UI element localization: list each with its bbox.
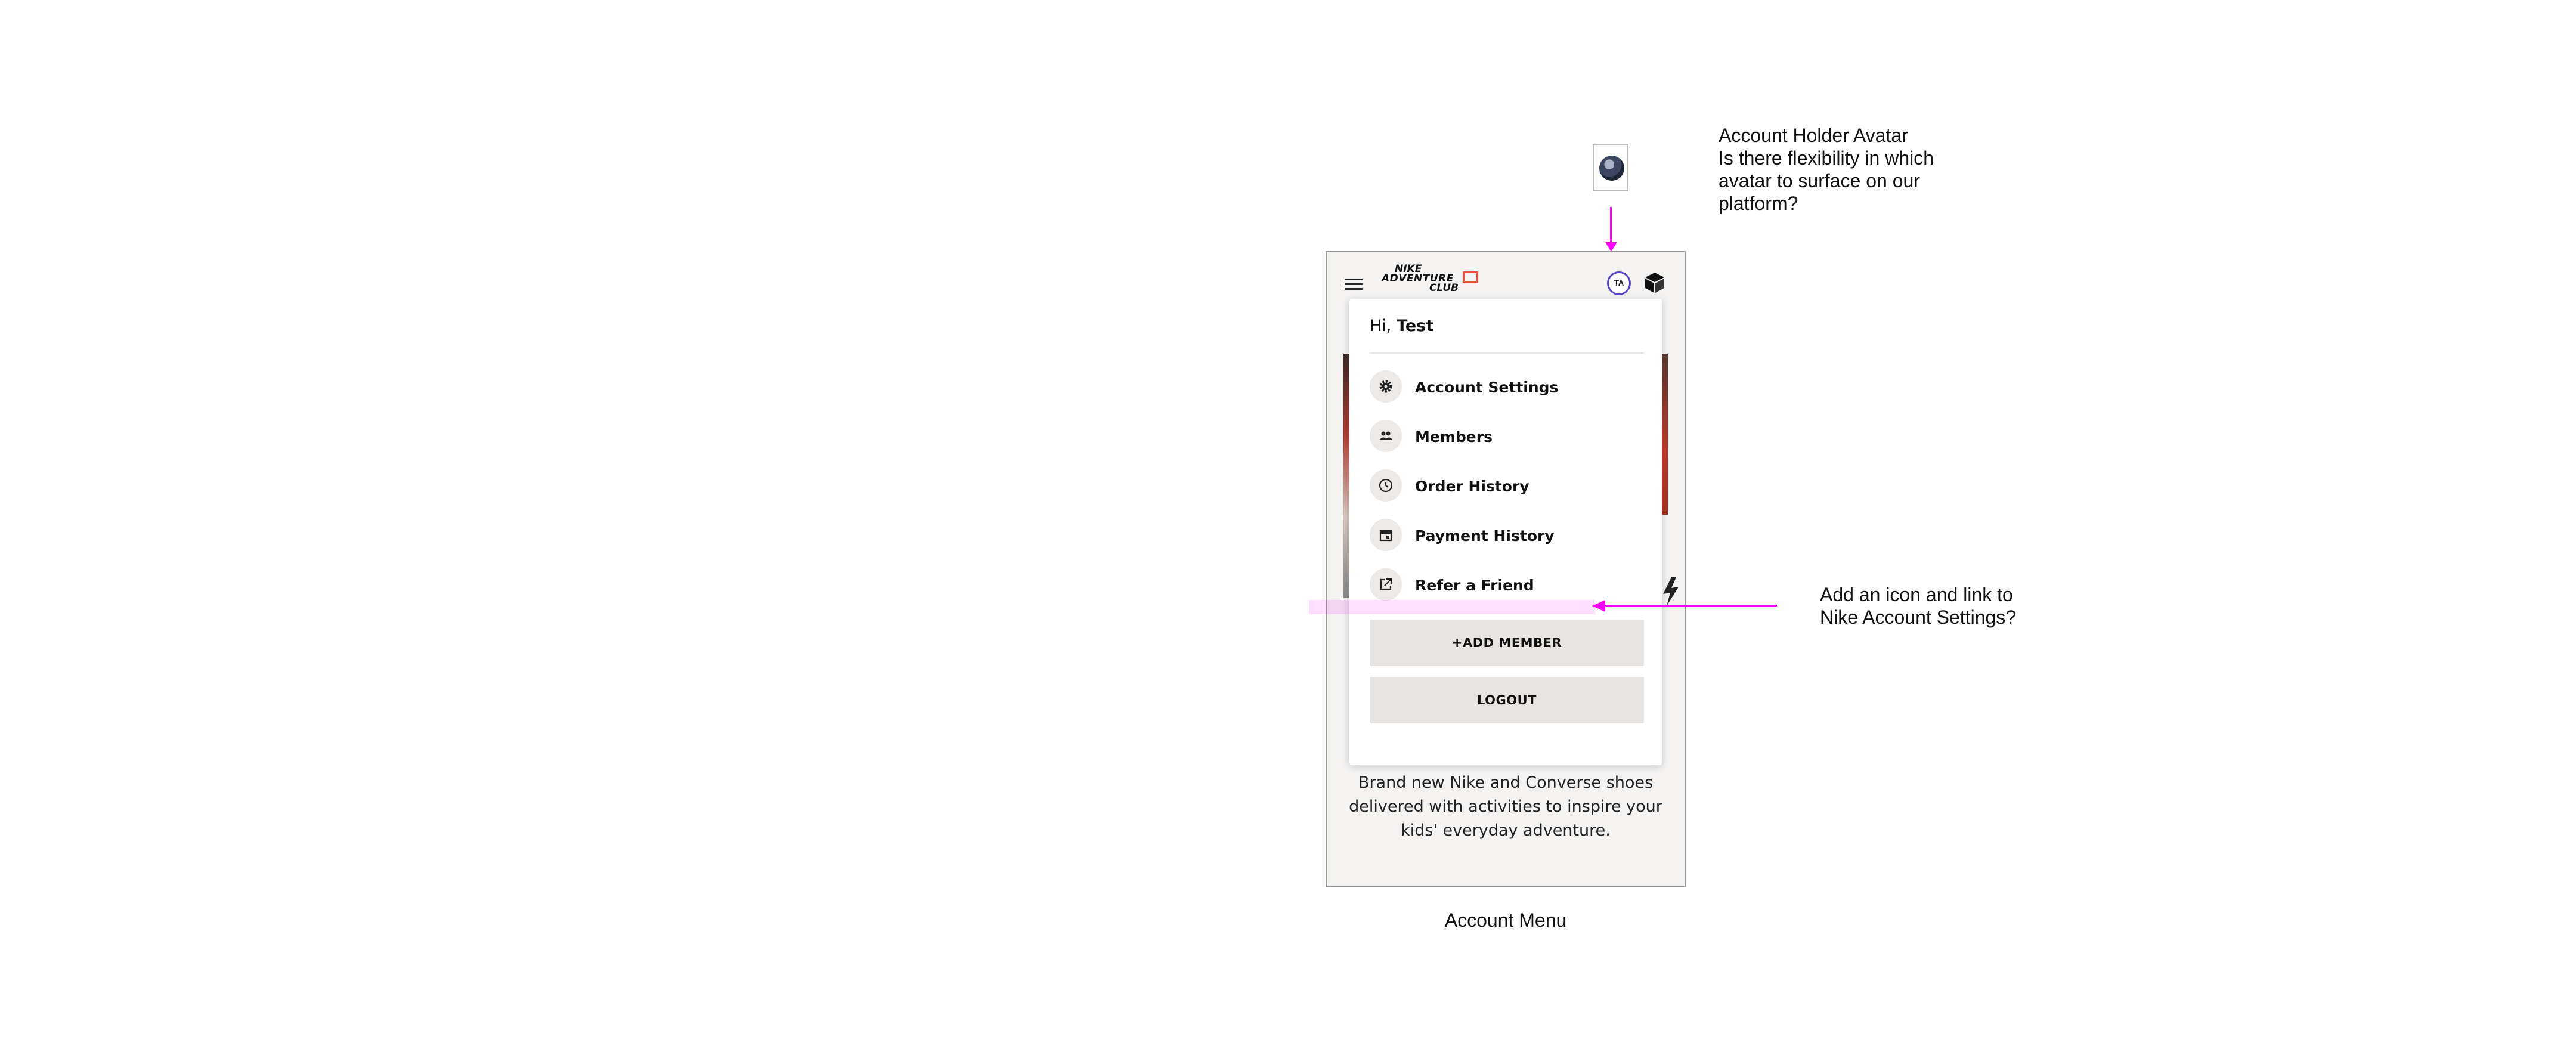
flag-icon xyxy=(1463,271,1478,283)
account-holder-avatar xyxy=(1599,156,1624,181)
menu-item-label: Account Settings xyxy=(1415,379,1559,396)
hamburger-icon[interactable] xyxy=(1345,279,1363,290)
highlight-band xyxy=(1309,600,1595,614)
logo-line: CLUB xyxy=(1429,282,1459,294)
menu-item-account-settings[interactable] xyxy=(1370,370,1644,403)
divider xyxy=(1370,352,1644,354)
menu-item-payment-history[interactable] xyxy=(1370,519,1644,551)
clock-icon xyxy=(1370,469,1402,502)
menu-item-label: Order History xyxy=(1415,478,1530,495)
nike-adventure-club-logo[interactable] xyxy=(1382,264,1483,298)
lightning-icon xyxy=(1661,577,1681,606)
phone-frame xyxy=(1326,251,1686,887)
greeting xyxy=(1370,317,1433,335)
menu-item-label: Payment History xyxy=(1415,527,1555,544)
menu-item-label: Refer a Friend xyxy=(1415,577,1534,594)
caption: Account Menu xyxy=(1444,909,1567,931)
people-icon xyxy=(1370,420,1402,452)
menu-item-refer-a-friend[interactable] xyxy=(1370,568,1644,601)
logout-button[interactable]: LOGOUT xyxy=(1370,677,1644,723)
avatar-sample xyxy=(1593,144,1628,191)
hero-image-edge xyxy=(1343,354,1349,598)
avatar-arrow-line xyxy=(1610,207,1612,247)
site-header xyxy=(1327,252,1685,300)
external-link-icon xyxy=(1370,568,1402,601)
hero-image-edge xyxy=(1662,354,1668,515)
logo-line: NIKE xyxy=(1395,263,1422,275)
menu-item-order-history[interactable] xyxy=(1370,469,1644,502)
avatar-initials-badge[interactable]: TA xyxy=(1607,271,1631,295)
settings-annotation xyxy=(1820,583,2070,629)
avatar-annotation-line: avatar to surface on our xyxy=(1719,170,1920,191)
settings-arrow-line xyxy=(1604,605,1777,607)
greeting-prefix: Hi, xyxy=(1370,317,1392,335)
calendar-icon xyxy=(1370,519,1402,551)
settings-annotation-line: Nike Account Settings? xyxy=(1820,607,2017,628)
account-menu-dropdown xyxy=(1349,299,1662,765)
box-icon[interactable] xyxy=(1643,270,1667,294)
logo-line: ADVENTURE xyxy=(1382,273,1454,284)
settings-annotation-line: Add an icon and link to xyxy=(1820,584,2013,605)
avatar-annotation-line: platform? xyxy=(1719,193,1798,214)
gear-icon xyxy=(1370,370,1402,403)
add-member-button[interactable]: +ADD MEMBER xyxy=(1370,620,1644,666)
avatar-annotation xyxy=(1719,124,1969,215)
avatar-annotation-title: Account Holder Avatar xyxy=(1719,125,1908,146)
avatar-annotation-line: Is there flexibility in which xyxy=(1719,147,1934,169)
menu-item-members[interactable] xyxy=(1370,420,1644,452)
user-name: Test xyxy=(1396,317,1434,335)
settings-arrow-head xyxy=(1592,600,1605,612)
menu-item-label: Members xyxy=(1415,428,1493,445)
tagline: Brand new Nike and Converse shoes delivered with activities to inspire your kids' everyday adventure. xyxy=(1349,773,1662,840)
